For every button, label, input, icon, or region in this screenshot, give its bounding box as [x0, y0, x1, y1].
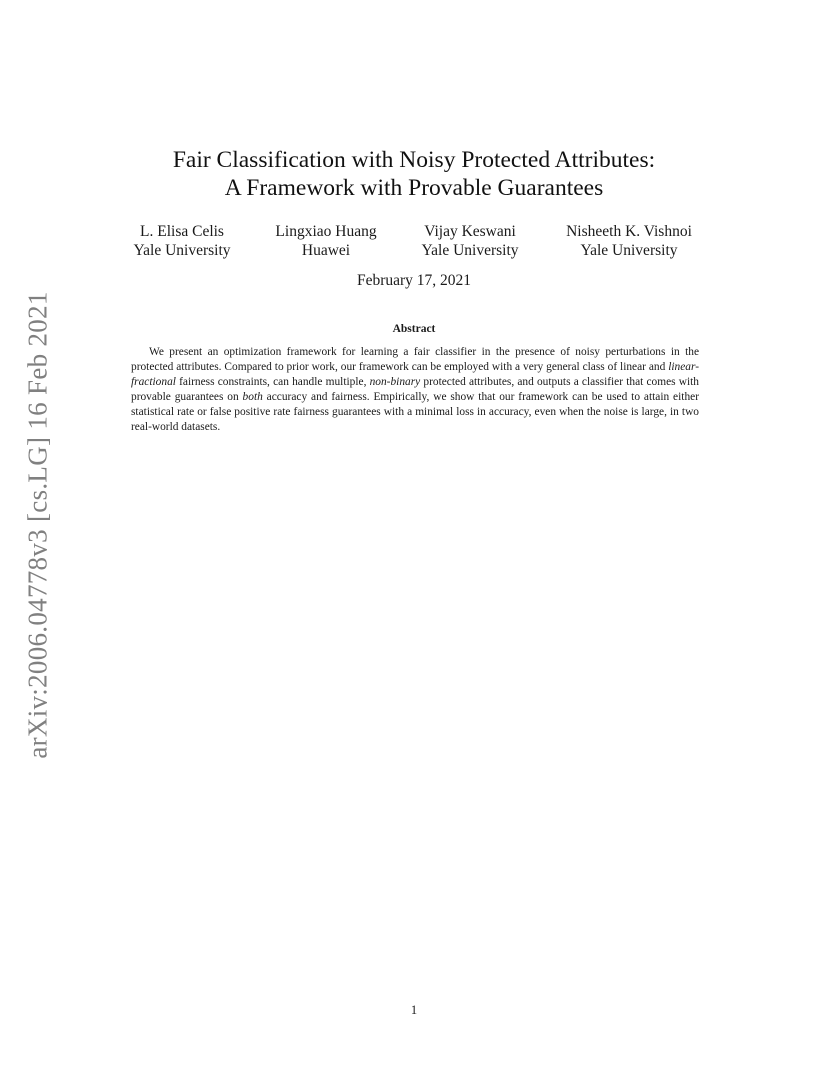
abstract-body	[131, 345, 699, 436]
abstract-emphasis: linear-fractional	[131, 361, 699, 389]
author-block	[421, 222, 518, 260]
author-name: Nisheeth K. Vishnoi	[566, 223, 692, 240]
page-number: 1	[410, 1003, 418, 1017]
abstract-text-part: accuracy and fairness. Empirically, we show that our framework can be used to attain either statistical rate or false positive rate fairness guarantees with a minimal loss in accuracy, even when the noise is large, in two real-world datasets.	[131, 391, 699, 434]
author-block	[566, 222, 692, 260]
author-block	[275, 222, 376, 260]
publication-date: February 17, 2021	[356, 272, 472, 289]
author-list	[0, 222, 828, 266]
author-name: Lingxiao Huang	[275, 223, 377, 240]
abstract-emphasis: non-binary	[369, 376, 421, 389]
author-affiliation: Yale University	[421, 242, 519, 259]
author-affiliation: Yale University	[133, 242, 231, 259]
title-line-2: A Framework with Provable Guarantees	[224, 175, 604, 201]
abstract-text-part: protected attributes, and outputs a classifier that comes with provable guarantees on	[131, 376, 699, 404]
title-line-1: Fair Classification with Noisy Protected Attributes:	[172, 147, 656, 173]
abstract-heading: Abstract	[392, 323, 436, 335]
abstract-emphasis: both	[242, 391, 263, 404]
arxiv-identifier-text: arXiv:2006.04778v3 [cs.LG] 16 Feb 2021	[22, 291, 53, 759]
paper-title	[0, 146, 828, 202]
author-affiliation: Yale University	[580, 242, 678, 259]
abstract-text-part: fairness constraints, can handle multiple,	[175, 376, 370, 389]
abstract-text-part: We present an optimization framework for learning a fair classifier in the presence of noisy perturbations in the protected attributes. Compared to prior work, our framework can be employed with a very general class of linear and	[131, 346, 699, 374]
author-affiliation: Huawei	[301, 242, 351, 259]
author-name: L. Elisa Celis	[140, 223, 224, 240]
author-name: Vijay Keswani	[424, 223, 516, 240]
author-block	[133, 222, 230, 260]
